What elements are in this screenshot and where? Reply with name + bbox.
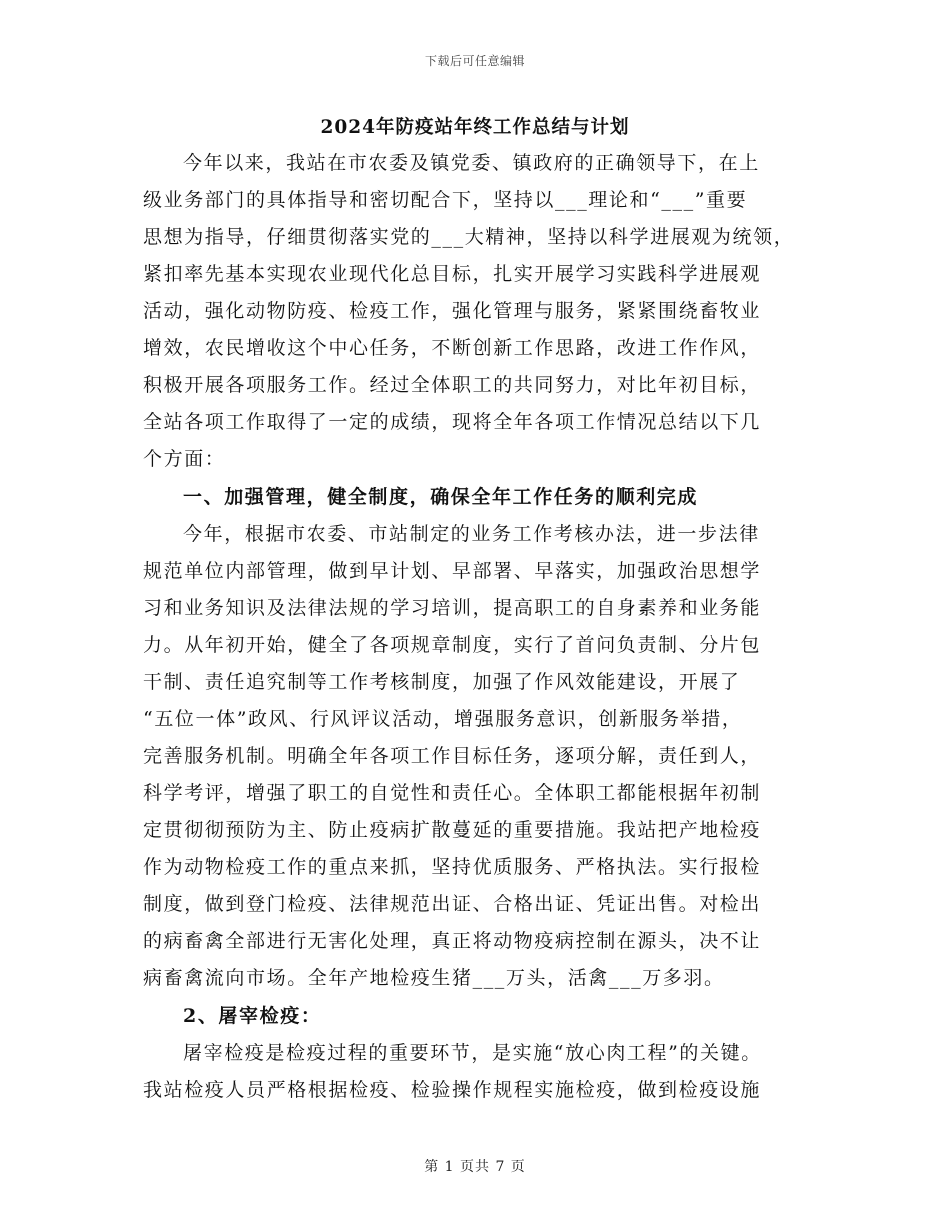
paragraph-line: 全站各项工作取得了一定的成绩，现将全年各项工作情况总结以下几 bbox=[143, 411, 762, 433]
paragraph-line: “五位一体”政风、行风评议活动，增强服务意识，创新服务举措， bbox=[143, 708, 743, 730]
document-title: 2024年防疫站年终工作总结与计划 bbox=[320, 117, 630, 138]
paragraph-line: 力。从年初开始，健全了各项规章制度，实行了首问负责制、分片包 bbox=[143, 634, 762, 656]
paragraph-line: 个方面： bbox=[143, 448, 226, 470]
paragraph-line: 思想为指导，仔细贯彻落实党的___大精神，坚持以科学进展观为统领， bbox=[143, 226, 795, 248]
download-note: 下载后可任意编辑 bbox=[424, 54, 525, 68]
section-heading: 一、加强管理，健全制度，确保全年工作任务的顺利完成 bbox=[183, 486, 699, 508]
paragraph-line: 级业务部门的具体指导和密切配合下，坚持以___理论和“___”重要 bbox=[143, 189, 748, 211]
paragraph-line: 增效，农民增收这个中心任务，不断创新工作思路，改进工作作风， bbox=[143, 337, 762, 359]
paragraph-line: 紧扣率先基本实现农业现代化总目标，扎实开展学习实践科学进展观 bbox=[143, 263, 762, 285]
paragraph-line: 干制、责任追究制等工作考核制度，加强了作风效能建设，开展了 bbox=[143, 671, 741, 693]
paragraph-line: 今年以来，我站在市农委及镇党委、镇政府的正确领导下，在上 bbox=[183, 152, 760, 174]
paragraph-line: 定贯彻彻预防为主、防止疫病扩散蔓延的重要措施。我站把产地检疫 bbox=[143, 819, 762, 841]
paragraph-line: 的病畜禽全部进行无害化处理，真正将动物疫病控制在源头，决不让 bbox=[143, 930, 762, 952]
paragraph-line: 活动，强化动物防疫、检疫工作，强化管理与服务，紧紧围绕畜牧业 bbox=[143, 300, 762, 322]
paragraph-line: 习和业务知识及法律法规的学习培训，提高职工的自身素养和业务能 bbox=[143, 597, 762, 619]
paragraph-line: 科学考评，增强了职工的自觉性和责任心。全体职工都能根据年初制 bbox=[143, 782, 762, 804]
subsection-heading: 2、屠宰检疫： bbox=[183, 1005, 322, 1027]
paragraph-line: 积极开展各项服务工作。经过全体职工的共同努力，对比年初目标， bbox=[143, 374, 762, 396]
page-number: 第 1 页共 7 页 bbox=[424, 1159, 526, 1175]
paragraph-line: 作为动物检疫工作的重点来抓，坚持优质服务、严格执法。实行报检 bbox=[143, 856, 762, 878]
paragraph-line: 完善服务机制。明确全年各项工作目标任务，逐项分解，责任到人， bbox=[143, 745, 762, 767]
paragraph-line: 规范单位内部管理，做到早计划、早部署、早落实，加强政治思想学 bbox=[143, 560, 762, 582]
paragraph-line: 病畜禽流向市场。全年产地检疫生猪___万头，活禽___万多羽。 bbox=[143, 967, 725, 989]
paragraph-line: 屠宰检疫是检疫过程的重要环节，是实施“放心肉工程”的关键。 bbox=[183, 1042, 762, 1064]
paragraph-line: 我站检疫人员严格根据检疫、检验操作规程实施检疫，做到检疫设施 bbox=[143, 1079, 762, 1101]
paragraph-line: 制度，做到登门检疫、法律规范出证、合格出证、凭证出售。对检出 bbox=[143, 893, 762, 915]
paragraph-line: 今年，根据市农委、市站制定的业务工作考核办法，进一步法律 bbox=[183, 523, 760, 545]
